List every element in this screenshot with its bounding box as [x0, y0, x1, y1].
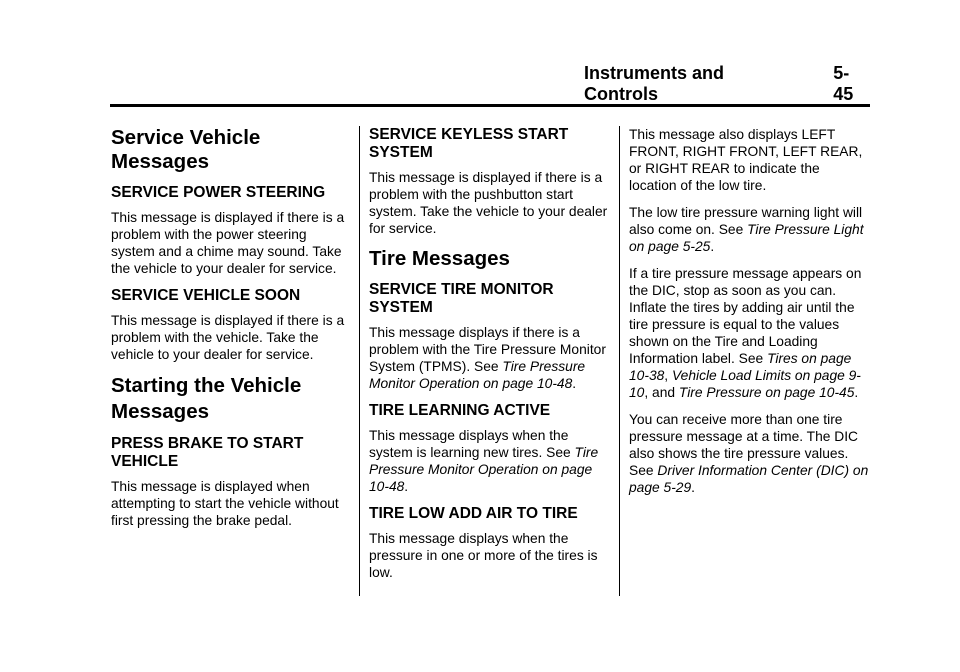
- heading-service-vehicle-messages: Service Vehicle Messages: [111, 126, 261, 173]
- multi-text: You can receive more than one tire pressure message at a time. The DIC also shows the tire pressure values. See: [629, 412, 859, 478]
- paragraph-tire-low-add-air: This message displays when the pressure in one or more of the tires is low.: [369, 531, 598, 580]
- heading-starting-vehicle-messages: Starting the Vehicle Messages: [111, 374, 302, 423]
- separator: , and: [644, 385, 679, 400]
- learning-text: This message displays when the system is learning new tires. See: [369, 428, 575, 460]
- header-rule: [110, 104, 870, 107]
- column-divider: [359, 126, 360, 596]
- column-divider: [619, 126, 620, 596]
- sentence-end: .: [404, 479, 409, 494]
- paragraph-service-vehicle-soon: This message is displayed if there is a problem with the vehicle. Take the vehicle to your dealer for service.: [111, 313, 345, 362]
- sentence-end: .: [691, 480, 695, 495]
- sentence-end: .: [710, 239, 715, 254]
- heading-tire-learning-active: TIRE LEARNING ACTIVE: [369, 402, 551, 419]
- column-2: [369, 126, 609, 591]
- driver-information-center-link[interactable]: Driver Information Center (DIC) on page 5-29: [629, 463, 869, 495]
- column-3: [629, 126, 869, 506]
- section-title: Instruments and Controls: [584, 63, 725, 104]
- paragraph-service-power-steering: This message is displayed if there is a problem with the power steering system and a chime may sound. Take the vehicle to your dealer for service.: [111, 210, 345, 276]
- heading-tire-low-add-air: TIRE LOW ADD AIR TO TIRE: [369, 505, 578, 522]
- tpms-text: This message displays if there is a problem with the Tire Pressure Monitor System (TPMS). See: [369, 325, 606, 374]
- paragraph-tire-pressure-message: [629, 265, 869, 401]
- warning-text: The low tire pressure warning light will also come on. See: [629, 205, 863, 237]
- heading-service-tire-monitor: SERVICE TIRE MONITOR SYSTEM: [369, 281, 554, 316]
- heading-press-brake: PRESS BRAKE TO START VEHICLE: [111, 435, 304, 470]
- paragraph-tire-learning-active: [369, 427, 609, 495]
- heading-service-power-steering: SERVICE POWER STEERING: [111, 184, 326, 201]
- heading-service-vehicle-soon: SERVICE VEHICLE SOON: [111, 287, 301, 304]
- tires-link[interactable]: Tires on page 10-38: [629, 351, 852, 383]
- vehicle-load-limits-link[interactable]: Vehicle Load Limits on page 9-10: [629, 368, 861, 400]
- tire-pressure-link[interactable]: Tire Pressure on page 10-45: [678, 385, 855, 400]
- heading-tire-messages: Tire Messages: [369, 247, 510, 270]
- paragraph-press-brake: This message is displayed when attempting to start the vehicle without first pressing the brake pedal.: [111, 479, 339, 528]
- separator: ,: [664, 368, 672, 383]
- appears-text: If a tire pressure message appears on the DIC, stop as soon as you can. Inflate the tires by adding air until the tire pressure is equal to the values shown on the Tire and Loading Information label. See: [629, 266, 862, 366]
- paragraph-warning-light: [629, 204, 869, 255]
- tpms-reference-link[interactable]: Tire Pressure Monitor Operation on page 10-48: [369, 359, 586, 391]
- column-1: [111, 126, 351, 539]
- heading-service-keyless-start: SERVICE KEYLESS START SYSTEM: [369, 126, 569, 161]
- sentence-end: .: [854, 385, 859, 400]
- sentence-end: .: [572, 376, 577, 391]
- page-header: [584, 63, 869, 105]
- learning-reference-link[interactable]: Tire Pressure Monitor Operation on page 10-48: [369, 445, 599, 494]
- paragraph-multiple-messages: [629, 411, 869, 496]
- tire-pressure-light-link[interactable]: Tire Pressure Light on page 5-25: [629, 222, 864, 254]
- page-number: 5-45: [833, 63, 854, 104]
- paragraph-service-keyless-start: This message is displayed if there is a problem with the pushbutton start system. Take the vehicle to your dealer for service.: [369, 170, 608, 236]
- paragraph-service-tire-monitor: [369, 324, 609, 392]
- paragraph-low-tire-location: This message also displays LEFT FRONT, RIGHT FRONT, LEFT REAR, or RIGHT REAR to indicate the location of the low tire.: [629, 127, 863, 193]
